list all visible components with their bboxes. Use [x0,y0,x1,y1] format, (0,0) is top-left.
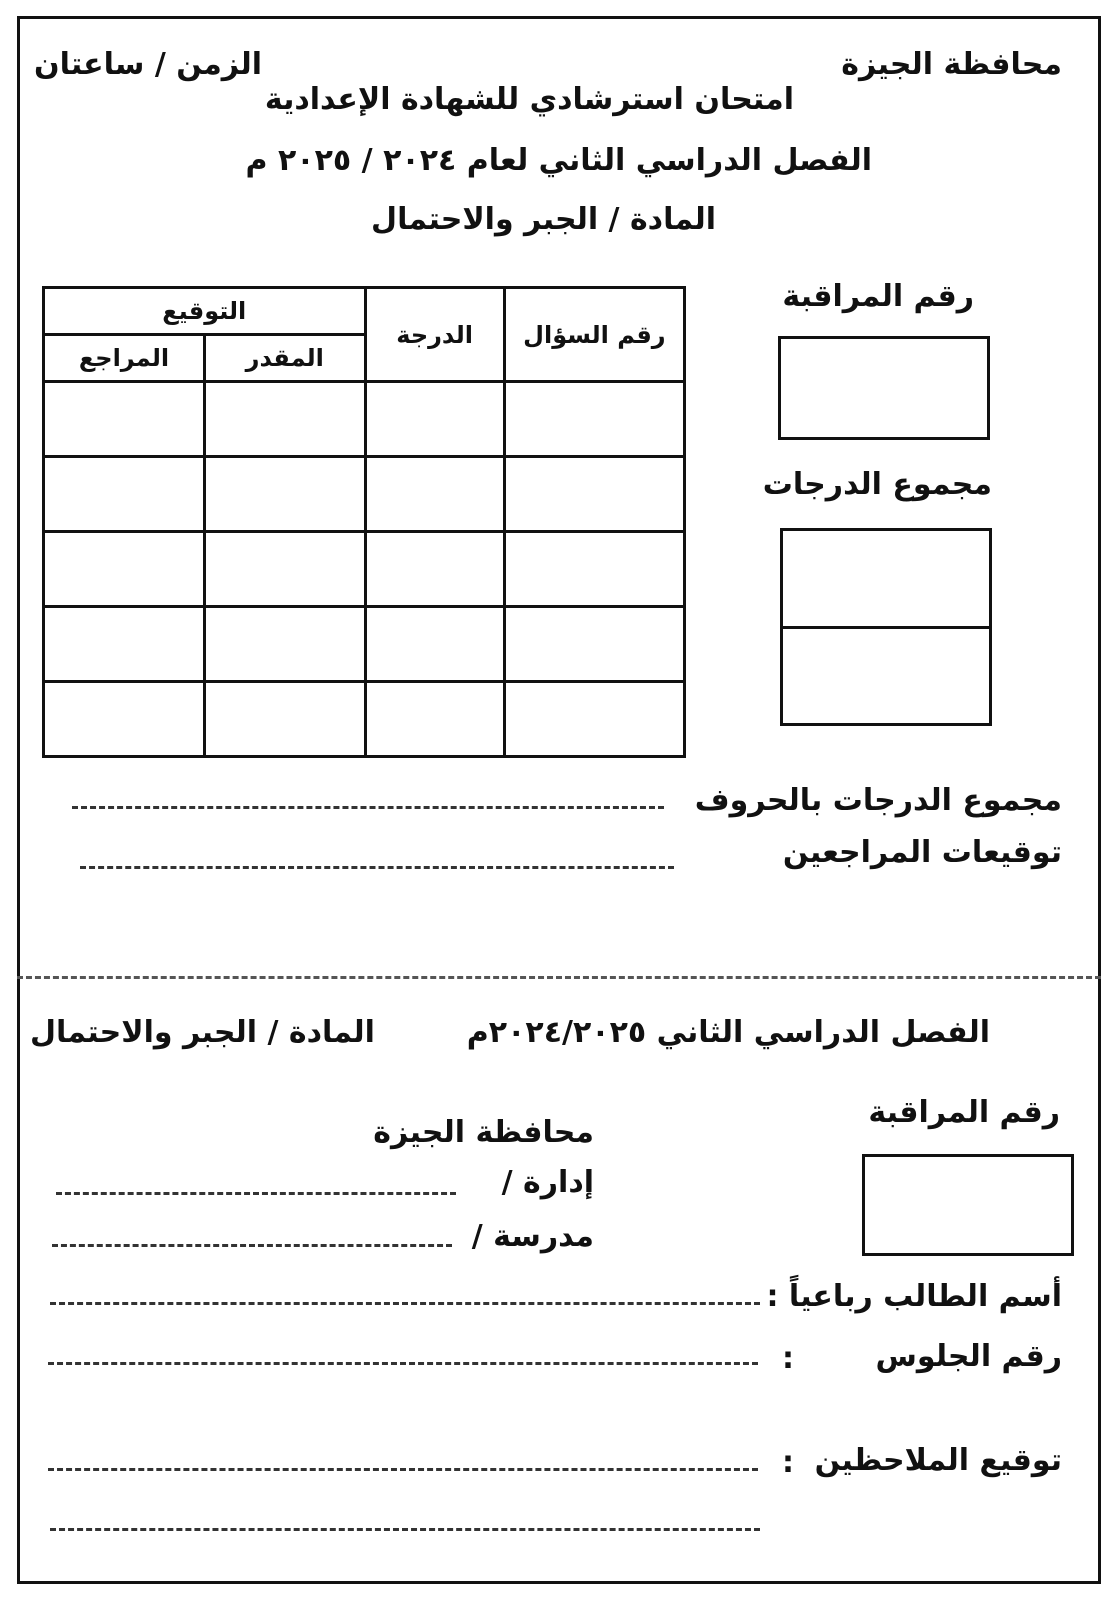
school-line[interactable] [52,1244,452,1247]
header-signature: التوقيع [44,288,366,335]
exam-duration: الزمن / ساعتان [34,47,263,82]
monitor-number-box[interactable] [778,336,990,440]
exam-title: امتحان استرشادي للشهادة الإعدادية [264,82,794,117]
reviewers-signatures-label: توقيعات المراجعين [782,835,1062,870]
grades-table [42,286,686,758]
total-grades-divider [780,626,992,629]
header-grade: الدرجة [365,288,504,382]
observers-signature-label: توقيع الملاحظين [814,1443,1062,1478]
term-year: الفصل الدراسي الثاني لعام ٢٠٢٤ / ٢٠٢٥ م [245,143,872,178]
seat-number-colon: : [782,1341,794,1376]
school-label: مدرسة / [471,1219,594,1254]
total-in-words-line[interactable] [72,806,664,809]
cell-question[interactable] [504,457,684,532]
cell-estimator[interactable] [204,382,365,457]
governorate-label: محافظة الجيزة [841,47,1062,82]
bottom-monitor-number-label: رقم المراقبة [868,1095,1060,1130]
seat-number-line[interactable] [48,1362,758,1365]
administration-label: إدارة / [501,1165,594,1200]
cell-estimator[interactable] [204,532,365,607]
student-name-line[interactable] [50,1302,760,1305]
table-row [44,382,685,457]
observers-signature-line[interactable] [48,1468,758,1471]
subject-title: المادة / الجبر والاحتمال [371,202,716,237]
reviewers-signatures-line[interactable] [80,866,674,869]
cell-estimator[interactable] [204,682,365,757]
header-reviewer: المراجع [44,335,205,382]
cell-grade[interactable] [365,682,504,757]
bottom-term-year: الفصل الدراسي الثاني ٢٠٢٤/٢٠٢٥م [466,1015,990,1050]
total-grades-label: مجموع الدرجات [762,467,992,502]
seat-number-label: رقم الجلوس [875,1339,1062,1374]
total-in-words-label: مجموع الدرجات بالحروف [694,783,1062,818]
bottom-governorate: محافظة الجيزة [373,1115,594,1150]
observers-signature-line-2[interactable] [50,1528,760,1531]
cell-question[interactable] [504,382,684,457]
administration-line[interactable] [56,1192,456,1195]
cell-reviewer[interactable] [44,607,205,682]
cell-reviewer[interactable] [44,532,205,607]
observers-signature-colon: : [782,1445,794,1480]
bottom-subject: المادة / الجبر والاحتمال [30,1015,375,1050]
student-name-label: أسم الطالب رباعياً : [766,1279,1062,1314]
cell-reviewer[interactable] [44,682,205,757]
cell-question[interactable] [504,607,684,682]
cell-grade[interactable] [365,457,504,532]
table-row [44,607,685,682]
header-question-number: رقم السؤال [504,288,684,382]
cell-reviewer[interactable] [44,382,205,457]
table-row [44,532,685,607]
cell-question[interactable] [504,532,684,607]
cell-grade[interactable] [365,382,504,457]
table-row [44,457,685,532]
header-estimator: المقدر [204,335,365,382]
cell-estimator[interactable] [204,457,365,532]
cell-reviewer[interactable] [44,457,205,532]
cut-line [17,976,1101,979]
monitor-number-label: رقم المراقبة [782,279,974,314]
bottom-monitor-number-box[interactable] [862,1154,1074,1256]
cell-grade[interactable] [365,607,504,682]
cell-estimator[interactable] [204,607,365,682]
cell-grade[interactable] [365,532,504,607]
table-row [44,682,685,757]
cell-question[interactable] [504,682,684,757]
